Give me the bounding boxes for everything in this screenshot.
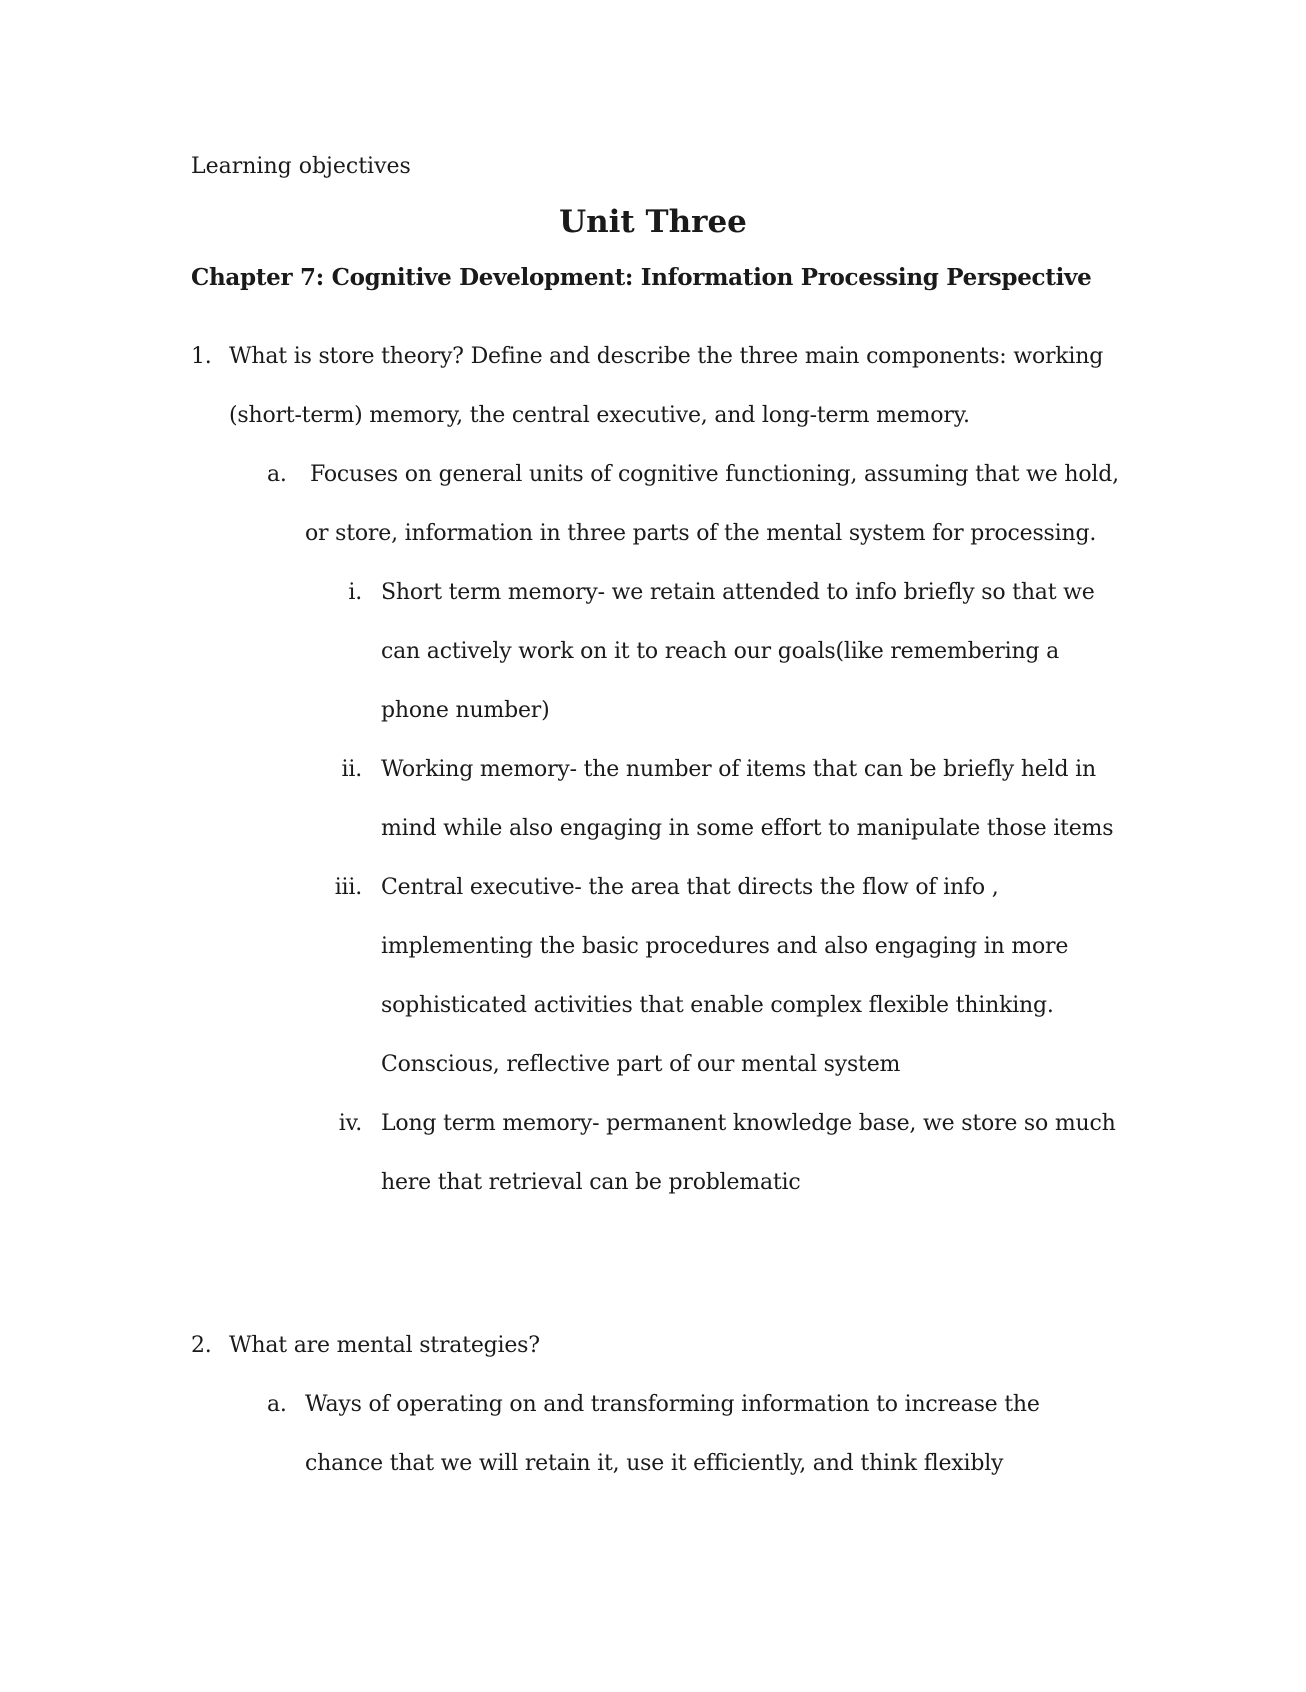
point-marker: i. <box>348 580 362 605</box>
point-line: Working memory- the number of items that can be briefly held in <box>381 757 1096 782</box>
sub-item-line: chance that we will retain it, use it efficiently, and think flexibly <box>305 1451 1004 1476</box>
list-item-line: (short-term) memory, the central executive, and long-term memory. <box>229 403 970 428</box>
point-line: Long term memory- permanent knowledge base, we store so much <box>381 1111 1116 1136</box>
point-line: phone number) <box>381 698 550 723</box>
point-line: Conscious, reflective part of our mental system <box>381 1052 901 1077</box>
point-line: implementing the basic procedures and also engaging in more <box>381 934 1069 959</box>
sub-item-line: Focuses on general units of cognitive functioning, assuming that we hold, <box>310 462 1119 487</box>
point-line: Short term memory- we retain attended to info briefly so that we <box>381 580 1095 605</box>
point-line: mind while also engaging in some effort to manipulate those items <box>381 816 1114 841</box>
point-marker: ii. <box>341 757 362 782</box>
chapter-title: Chapter 7: Cognitive Development: Information Processing Perspective <box>191 264 1092 291</box>
sub-item-marker: a. <box>267 462 287 487</box>
point-line: here that retrieval can be problematic <box>381 1170 801 1195</box>
list-item-line: What are mental strategies? <box>229 1333 540 1358</box>
sub-item-line: Ways of operating on and transforming information to increase the <box>305 1392 1040 1417</box>
point-line: can actively work on it to reach our goals(like remembering a <box>381 639 1060 664</box>
point-marker: iv. <box>338 1111 362 1136</box>
list-item-marker: 2. <box>191 1333 212 1358</box>
point-line: Central executive- the area that directs the flow of info , <box>381 875 999 900</box>
point-marker: iii. <box>334 875 362 900</box>
sub-item-marker: a. <box>267 1392 287 1417</box>
list-item-marker: 1. <box>191 344 212 369</box>
point-line: sophisticated activities that enable complex flexible thinking. <box>381 993 1054 1018</box>
unit-title: Unit Three <box>559 204 747 240</box>
sub-item-line: or store, information in three parts of the mental system for processing. <box>305 521 1097 546</box>
list-item-line: What is store theory? Define and describe the three main components: working <box>229 344 1104 369</box>
document-label: Learning objectives <box>191 154 411 179</box>
